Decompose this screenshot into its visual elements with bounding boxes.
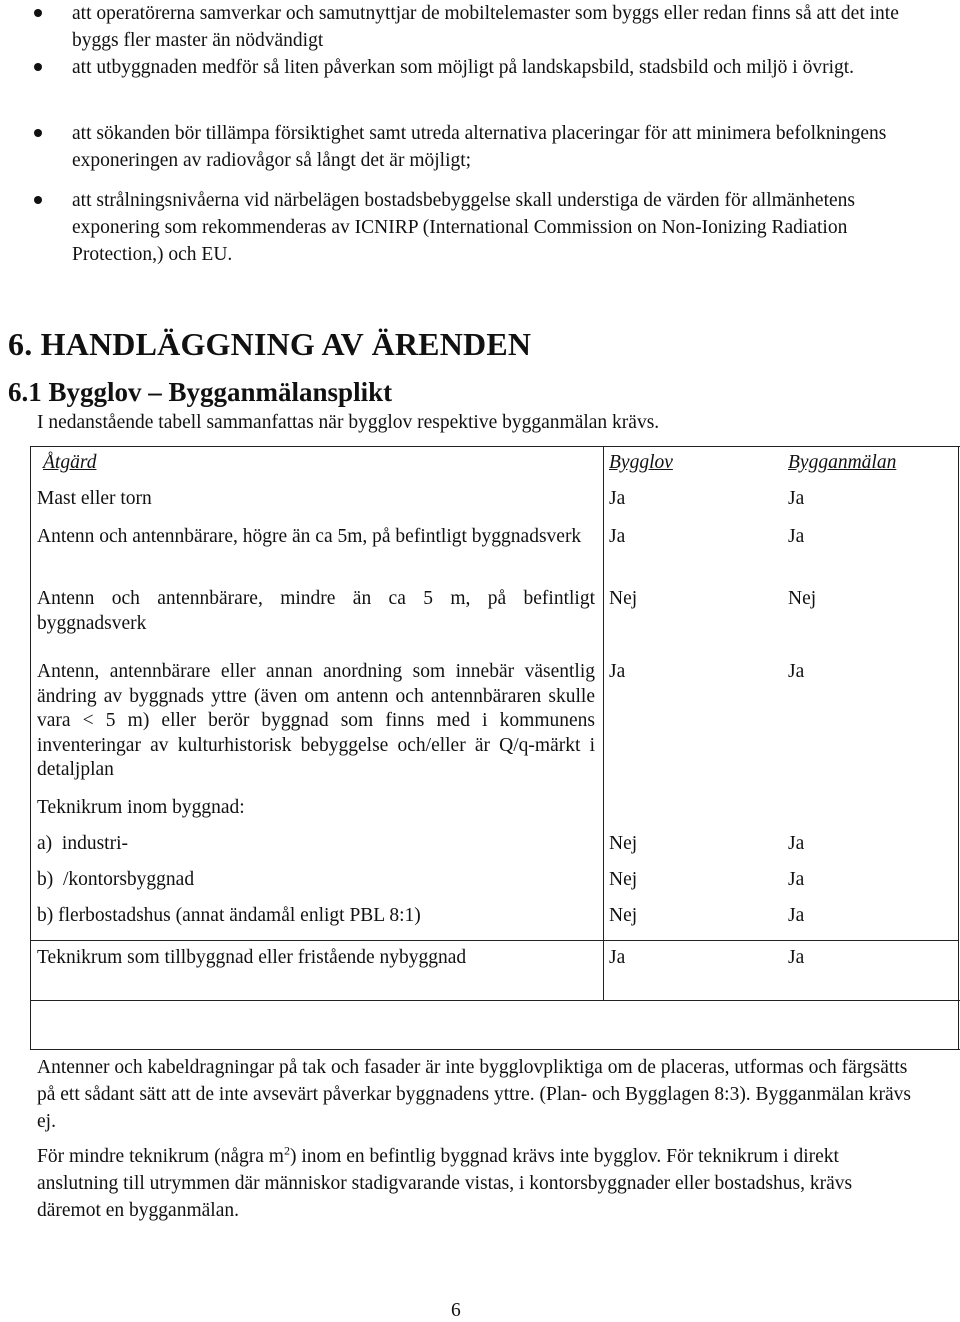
paragraph: Antenner och kabeldragningar på tak och fasader är inte bygglovpliktiga om de placeras, utformas och färgsätts på ett sådant sätt att de inte avsevärt påverkar byggnadens yttre. (Plan- och Bygglagen 8:3). Bygganmälan krävs ej. <box>37 1057 911 1132</box>
table-cell-bygglov: Ja <box>609 947 626 968</box>
table-cell-atgard: Antenn och antennbärare, högre än ca 5m, på befintligt byggnadsverk <box>37 526 582 547</box>
bullet-text: att sökanden bör tillämpa försiktighet samt utreda alternativa placeringar för att minimera befolkningens exponeringen av radiovågor så långt det är möjligt; <box>72 123 887 171</box>
table-cell-bygglov: Ja <box>609 526 626 547</box>
bullet-text: att strålningsnivåerna vid närbelägen bostadsbebyggelse skall understiga de värden för allmänhetens exponering som rekommenderas av ICNIRP (International Commission on Non-Ionizing Radiation Protection,) och EU. <box>72 190 855 265</box>
col-header-atgard: Åtgärd <box>43 452 97 473</box>
bullet-icon <box>34 196 42 204</box>
bullet-item <box>72 0 932 54</box>
table-cell-anmalan: Ja <box>788 869 805 890</box>
table-border <box>30 446 31 1050</box>
table-cell-atgard: Antenn och antennbärare, mindre än ca 5 m, på befintligt byggnadsverk <box>37 588 595 634</box>
table-border <box>30 1000 960 1001</box>
bullet-icon <box>34 129 42 137</box>
table-cell-atgard: b) flerbostadshus (annat ändamål enligt PBL 8:1) <box>37 905 421 926</box>
bullet-text: att operatörerna samverkar och samutnyttjar de mobiltelemaster som byggs eller redan finns så att det inte byggs fler master än nödvändigt <box>72 3 899 51</box>
col-header-bygglov: Bygglov <box>609 452 673 473</box>
table-border <box>603 446 604 1000</box>
table-border <box>30 940 958 941</box>
paragraph-part: ) inom en befintlig byggnad krävs inte bygglov. För teknikrum i direkt anslutning till utrymmen där människor stadigvarande vistas, i kontorsbyggnader eller bostadshus, krävs däremot en bygganmälan. <box>37 1146 853 1221</box>
table-cell-atgard: Antenn, antennbärare eller annan anordning som innebär väsentlig ändring av byggnads yttre (även om antenn och antennbäraren skulle vara < 5 m) eller berör byggnad som finns med i kommunens inventeringar av kulturhistorisk bebyggelse och/eller är Q/q-märkt i detaljplan <box>37 661 595 780</box>
bullet-icon <box>34 63 42 71</box>
table-cell-bygglov: Nej <box>609 905 638 926</box>
permit-table <box>30 446 960 1050</box>
section-heading: 6. HANDLÄGGNING AV ÄRENDEN <box>8 326 532 362</box>
intro-text: I nedanstående tabell sammanfattas när bygglov respektive bygganmälan krävs. <box>37 412 660 433</box>
table-cell-anmalan: Ja <box>788 526 805 547</box>
col-header-bygganmalan: Bygganmälan <box>788 452 897 473</box>
table-cell-atgard: a) industri- <box>37 833 128 854</box>
subsection-heading: 6.1 Bygglov – Bygganmälansplikt <box>8 377 393 407</box>
table-cell-atgard: b) /kontorsbyggnad <box>37 869 195 890</box>
table-border <box>30 446 960 447</box>
table-cell-anmalan: Ja <box>788 661 805 682</box>
table-cell-bygglov: Ja <box>609 661 626 682</box>
paragraph-part: För mindre teknikrum (några m <box>37 1146 284 1167</box>
table-cell-anmalan: Ja <box>788 947 805 968</box>
table-cell-anmalan: Ja <box>788 905 805 926</box>
table-cell-bygglov: Ja <box>609 488 626 509</box>
table-border <box>30 1049 960 1050</box>
paragraph <box>37 1143 917 1224</box>
table-cell-atgard: Teknikrum som tillbyggnad eller fristående nybyggnad <box>37 947 467 968</box>
bullet-icon <box>34 9 42 17</box>
table-cell-anmalan: Nej <box>788 588 817 609</box>
superscript: 2 <box>283 1143 290 1158</box>
bullet-text: att utbyggnaden medför så liten påverkan som möjligt på landskapsbild, stadsbild och miljö i övrigt. <box>72 57 855 78</box>
table-cell-atgard: Teknikrum inom byggnad: <box>37 797 245 818</box>
bullet-item <box>72 187 932 268</box>
table-cell-anmalan: Ja <box>788 833 805 854</box>
table-cell-bygglov: Nej <box>609 833 638 854</box>
bullet-item <box>72 120 932 174</box>
page-number: 6 <box>451 1300 461 1321</box>
table-border <box>958 446 959 1050</box>
table-cell-bygglov: Nej <box>609 588 638 609</box>
table-cell-atgard: Mast eller torn <box>37 488 152 509</box>
table-cell-bygglov: Nej <box>609 869 638 890</box>
bullet-item <box>72 54 932 81</box>
table-cell-anmalan: Ja <box>788 488 805 509</box>
